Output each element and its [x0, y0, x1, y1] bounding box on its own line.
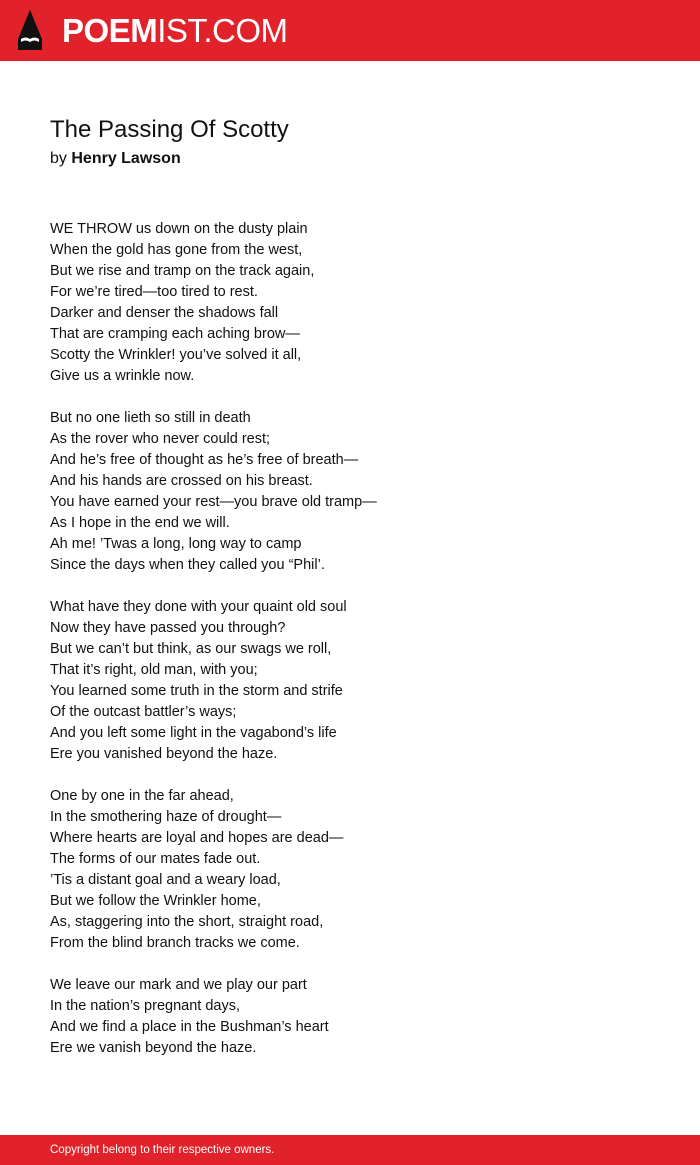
logo-text-bold: POEM: [62, 12, 158, 49]
poem-line: In the smothering haze of drought—: [50, 809, 282, 825]
poem-line: As the rover who never could rest;: [50, 431, 271, 447]
copyright-text: Copyright belong to their respective owners.: [50, 1144, 275, 1156]
poem-line: You have earned your rest—you brave old tramp—: [50, 494, 377, 510]
poem-line: In the nation’s pregnant days,: [50, 998, 240, 1014]
poem-line: Of the outcast battler’s ways;: [50, 704, 237, 720]
site-header: [0, 0, 700, 61]
poem-line: When the gold has gone from the west,: [50, 242, 303, 258]
poem-line: Scotty the Wrinkler! you’ve solved it all,: [50, 347, 302, 363]
stanza: [50, 975, 650, 1059]
poem-line: Give us a wrinkle now.: [50, 368, 195, 384]
poem-line: That are cramping each aching brow—: [50, 326, 300, 342]
poem-line: And we find a place in the Bushman’s heart: [50, 1019, 329, 1035]
poem-body: [50, 219, 650, 1080]
poem-line: For we’re tired—too tired to rest.: [50, 284, 258, 300]
by-label: by: [50, 150, 67, 167]
poem-line: As, staggering into the short, straight road,: [50, 914, 324, 930]
poem-line: WE THROW us down on the dusty plain: [50, 221, 308, 237]
poem-line: ’Tis a distant goal and a weary load,: [50, 872, 281, 888]
poem-line: Darker and denser the shadows fall: [50, 305, 279, 321]
poem-line: We leave our mark and we play our part: [50, 977, 307, 993]
stanza: [50, 597, 650, 765]
poem-line: One by one in the far ahead,: [50, 788, 234, 804]
poem-line: Ah me! ’Twas a long, long way to camp: [50, 536, 302, 552]
poem-line: That it’s right, old man, with you;: [50, 662, 258, 678]
pencil-tip-icon[interactable]: [17, 9, 43, 51]
poem-line: From the blind branch tracks we come.: [50, 935, 300, 951]
poem-line: Since the days when they called you “Phil’.: [50, 557, 325, 573]
poem-line: And he’s free of thought as he’s free of breath—: [50, 452, 359, 468]
poem-line: But no one lieth so still in death: [50, 410, 251, 426]
stanza: [50, 219, 650, 387]
poem-line: And you left some light in the vagabond’s life: [50, 725, 337, 741]
byline: [50, 147, 181, 171]
author-name: Henry Lawson: [71, 150, 181, 167]
poem-line: And his hands are crossed on his breast.: [50, 473, 313, 489]
poem-line: But we follow the Wrinkler home,: [50, 893, 261, 909]
poem-title: The Passing Of Scotty: [50, 116, 289, 143]
stanza: [50, 786, 650, 954]
site-footer: [0, 1135, 700, 1165]
poem-line: But we rise and tramp on the track again,: [50, 263, 315, 279]
poem-line: Ere you vanished beyond the haze.: [50, 746, 278, 762]
poem-line: The forms of our mates fade out.: [50, 851, 261, 867]
stanza: [50, 408, 650, 576]
poem-line: Where hearts are loyal and hopes are dead—: [50, 830, 344, 846]
poem-line: As I hope in the end we will.: [50, 515, 230, 531]
site-logo[interactable]: [62, 11, 288, 51]
poem-line: Now they have passed you through?: [50, 620, 286, 636]
logo-text-light: IST.COM: [157, 12, 288, 49]
poem-line: What have they done with your quaint old soul: [50, 599, 347, 615]
poem-line: Ere we vanish beyond the haze.: [50, 1040, 257, 1056]
poem-line: You learned some truth in the storm and strife: [50, 683, 343, 699]
poem-line: But we can’t but think, as our swags we roll,: [50, 641, 332, 657]
